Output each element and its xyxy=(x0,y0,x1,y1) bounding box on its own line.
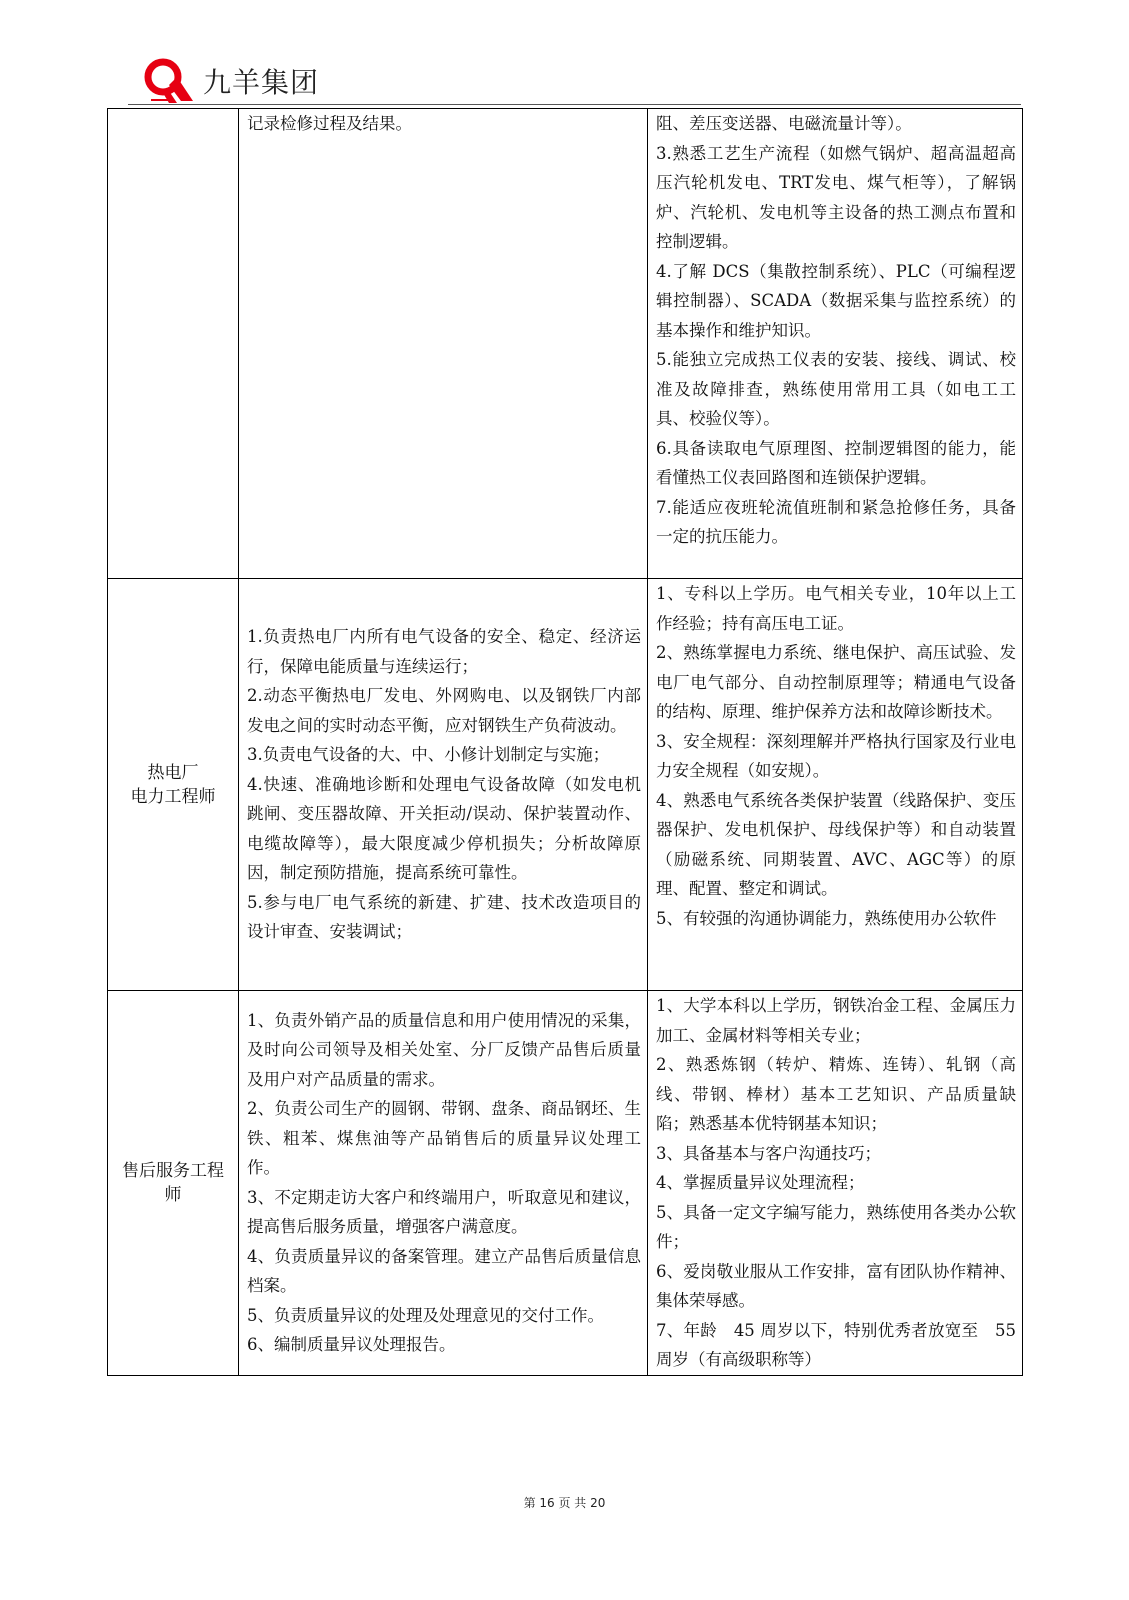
requirement-item: 1、专科以上学历。电气相关专业，10年以上工作经验；持有高压电工证。 xyxy=(656,584,1016,633)
duty-item: 4、负责质量异议的备案管理。建立产品售后质量信息档案。 xyxy=(247,1246,641,1296)
table-row xyxy=(108,109,1023,579)
requirement-item: 2、熟悉炼钢（转炉、精炼、连铸）、轧钢（高线、带钢、棒材）基本工艺知识、产品质量缺陷；熟悉基本优特钢基本知识； xyxy=(656,1055,1016,1133)
requirement-item: 阻、差压变送器、电磁流量计等）。 xyxy=(656,114,912,133)
company-name: 九羊集团 xyxy=(203,66,320,99)
requirement-item: 5.能独立完成热工仪表的安装、接线、调试、校准及故障排查，熟练使用常用工具（如电工工具、校验仪等）。 xyxy=(656,350,1016,428)
duties-cell xyxy=(239,991,648,1376)
requirement-item: 2、熟练掌握电力系统、继电保护、高压试验、发电厂电气部分、自动控制原理等；精通电气设备的结构、原理、维护保养方法和故障诊断技术。 xyxy=(656,643,1016,721)
requirements-cell xyxy=(648,991,1023,1376)
requirement-item: 7、年龄 45 周岁以下，特别优秀者放宽至 55 周岁（有高级职称等） xyxy=(656,1320,1016,1369)
duties-cell xyxy=(239,579,648,991)
requirement-item: 3、安全规程：深刻理解并严格执行国家及行业电力安全规程（如安规）。 xyxy=(656,731,1016,780)
duties-cell xyxy=(239,109,648,579)
position-title: 售后服务工程师 xyxy=(122,1160,224,1205)
table-row xyxy=(108,579,1023,991)
requirement-item: 6、爱岗敬业服从工作安排，富有团队协作精神、集体荣辱感。 xyxy=(656,1261,1016,1310)
requirement-item: 6.具备读取电气原理图、控制逻辑图的能力，能看懂热工仪表回路图和连锁保护逻辑。 xyxy=(656,438,1016,487)
requirement-item: 4.了解 DCS（集散控制系统）、PLC（可编程逻辑控制器）、SCADA（数据采集与监控系统）的基本操作和维护知识。 xyxy=(656,261,1016,340)
requirement-item: 5、有较强的沟通协调能力，熟练使用办公软件 xyxy=(656,908,997,928)
logo-icon xyxy=(143,55,197,105)
position-cell xyxy=(108,579,239,991)
duty-item: 6、编制质量异议处理报告。 xyxy=(247,1335,456,1355)
position-cell xyxy=(108,109,239,579)
duty-item: 5、负责质量异议的处理及处理意见的交付工作。 xyxy=(247,1305,604,1325)
requirement-item: 7.能适应夜班轮流值班制和紧急抢修任务，具备一定的抗压能力。 xyxy=(656,497,1016,546)
duty-item: 1、负责外销产品的质量信息和用户使用情况的采集，及时向公司领导及相关处室、分厂反馈产品售后质量及用户对产品质量的需求。 xyxy=(247,1010,641,1089)
page-number: 第 16 页 共 20 xyxy=(523,1496,606,1510)
duty-item: 记录检修过程及结果。 xyxy=(247,114,412,133)
header-rule xyxy=(128,104,1021,105)
requirement-item: 3.熟悉工艺生产流程（如燃气锅炉、超高温超高压汽轮机发电、TRT发电、煤气柜等），了解锅炉、汽轮机、发电机等主设备的热工测点布置和控制逻辑。 xyxy=(656,143,1016,251)
position-cell xyxy=(108,991,239,1376)
position-title: 热电厂 电力工程师 xyxy=(130,762,216,807)
requirement-item: 4、掌握质量异议处理流程； xyxy=(656,1173,865,1192)
job-table xyxy=(107,108,1023,1376)
requirements-cell xyxy=(648,579,1023,991)
requirement-item: 4、熟悉电气系统各类保护装置（线路保护、变压器保护、发电机保护、母线保护等）和自动装置（励磁系统、同期装置、AVC、AGC等）的原理、配置、整定和调试。 xyxy=(656,790,1016,898)
duty-item: 5.参与电厂电气系统的新建、扩建、技术改造项目的设计审查、安装调试； xyxy=(247,892,641,942)
requirements-cell xyxy=(648,109,1023,579)
duty-item: 2、负责公司生产的圆钢、带钢、盘条、商品钢坯、生铁、粗苯、煤焦油等产品销售后的质量异议处理工作。 xyxy=(247,1099,641,1178)
duty-item: 1.负责热电厂内所有电气设备的安全、稳定、经济运行，保障电能质量与连续运行； xyxy=(247,627,641,676)
duty-item: 3.负责电气设备的大、中、小修计划制定与实施； xyxy=(247,745,610,765)
requirement-item: 3、具备基本与客户沟通技巧； xyxy=(656,1143,881,1163)
table-row xyxy=(108,991,1023,1376)
requirement-item: 5、具备一定文字编写能力，熟练使用各类办公软件； xyxy=(656,1202,1016,1251)
duty-item: 4.快速、准确地诊断和处理电气设备故障（如发电机跳闸、变压器故障、开关拒动/误动、保护装置动作、电缆故障等），最大限度减少停机损失；分析故障原因，制定预防措施，提高系统可靠性。 xyxy=(247,774,641,883)
duty-item: 2.动态平衡热电厂发电、外网购电、以及钢铁厂内部发电之间的实时动态平衡，应对钢铁生产负荷波动。 xyxy=(247,686,641,735)
requirement-item: 1、大学本科以上学历，钢铁冶金工程、金属压力加工、金属材料等相关专业； xyxy=(656,996,1016,1045)
duty-item: 3、不定期走访大客户和终端用户，听取意见和建议，提高售后服务质量，增强客户满意度。 xyxy=(247,1187,641,1237)
